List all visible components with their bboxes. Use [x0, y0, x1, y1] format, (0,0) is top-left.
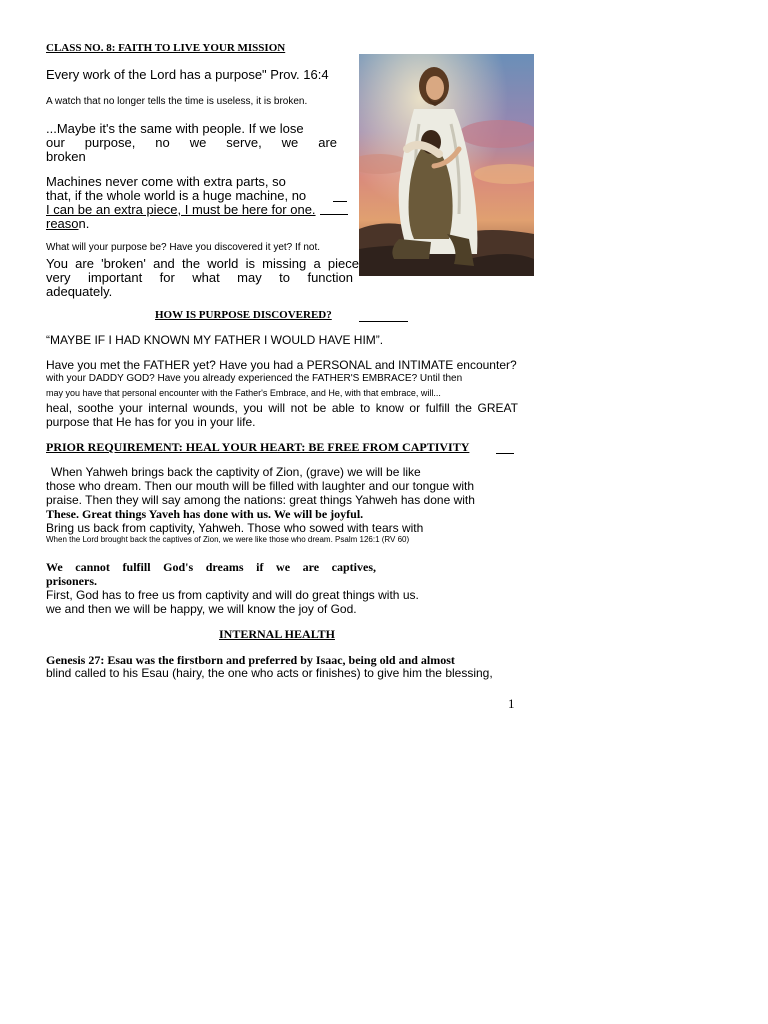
prior-heading-rule [496, 453, 514, 454]
watch-line: A watch that no longer tells the time is useless, it is broken. [46, 96, 308, 107]
machines-line-1: Machines never come with extra parts, so [46, 174, 286, 189]
embrace-painting-icon [359, 54, 534, 276]
prior-line-2: those who dream. Then our mouth will be filled with laughter and our tongue with [46, 479, 475, 493]
heading-rule [359, 321, 408, 322]
broken-line-1: You are 'broken' and the world is missing a piece [46, 256, 359, 271]
internal-heading: INTERNAL HEALTH [219, 627, 335, 641]
class-title: CLASS NO. 8: FAITH TO LIVE YOUR MISSION [46, 42, 286, 54]
purpose-question: What will your purpose be? Have you discovered it yet? If not. [46, 242, 321, 253]
underline-extension [320, 214, 348, 215]
purpose-line-3: may you have that personal encounter with the Father's Embrace, and He, with that embrace, will... [46, 388, 441, 398]
prior-line-6: First, God has to free us from captivity and will do great things with us. [46, 588, 419, 602]
machines-line-4 [46, 216, 89, 231]
broken-line-3: adequately. [46, 284, 113, 299]
page-number: 1 [508, 696, 515, 711]
purpose-line-5: purpose that He has for you in your life. [46, 415, 256, 429]
broken-line-2: very important for what may to function [46, 270, 353, 285]
genesis-line-1: Genesis 27: Esau was the firstborn and preferred by Isaac, being old and almost [46, 653, 455, 667]
reason-tail: n. [78, 216, 90, 231]
machines-line-2: that, if the whole world is a huge machine, no [46, 188, 307, 203]
prior-line-5: Bring us back from captivity, Yahweh. Those who sowed with tears with [46, 521, 424, 535]
maybe-line-2: our purpose, no we serve, we are [46, 135, 337, 150]
machines-line-3: I can be an extra piece, I must be here for one. [46, 202, 316, 217]
father-quote: “MAYBE IF I HAD KNOWN MY FATHER I WOULD HAVE HIM”. [46, 333, 384, 347]
genesis-line-2: blind called to his Esau (hairy, the one who acts or finishes) to give him the blessing, [46, 666, 493, 680]
blank-rule [333, 201, 347, 202]
prior-line-1: When Yahweh brings back the captivity of Zion, (grave) we will be like [51, 465, 421, 479]
maybe-line-1: ...Maybe it's the same with people. If we lose [46, 121, 304, 136]
maybe-line-3: broken [46, 149, 86, 164]
captives-bold-1: We cannot fulfill God's dreams if we are captives, [46, 560, 376, 574]
prov-verse: Every work of the Lord has a purpose" Prov. 16:4 [46, 67, 329, 82]
prior-heading: PRIOR REQUIREMENT: HEAL YOUR HEART: BE FREE FROM CAPTIVITY [46, 440, 470, 454]
captives-bold-2: prisoners. [46, 574, 97, 588]
purpose-line-2: with your DADDY GOD? Have you already experienced the FATHER'S EMBRACE? Until then [46, 373, 463, 384]
prior-line-7: we and then we will be happy, we will know the joy of God. [46, 602, 357, 616]
purpose-line-4: heal, soothe your internal wounds, you will not be able to know or fulfill the GREAT [46, 401, 518, 415]
purpose-heading: HOW IS PURPOSE DISCOVERED? [155, 309, 332, 321]
prior-line-3: praise. Then they will say among the nations: great things Yahweh has done with [46, 493, 475, 507]
prior-line-4: These. Great things Yaveh has done with us. We will be joyful. [46, 507, 364, 521]
purpose-line-1: Have you met the FATHER yet? Have you had a PERSONAL and INTIMATE encounter? [46, 358, 517, 372]
psalm-citation: When the Lord brought back the captives of Zion, we were like those who dream. Psalm 126:1 (RV 60) [46, 535, 410, 544]
reason-underlined: reaso [46, 216, 79, 231]
